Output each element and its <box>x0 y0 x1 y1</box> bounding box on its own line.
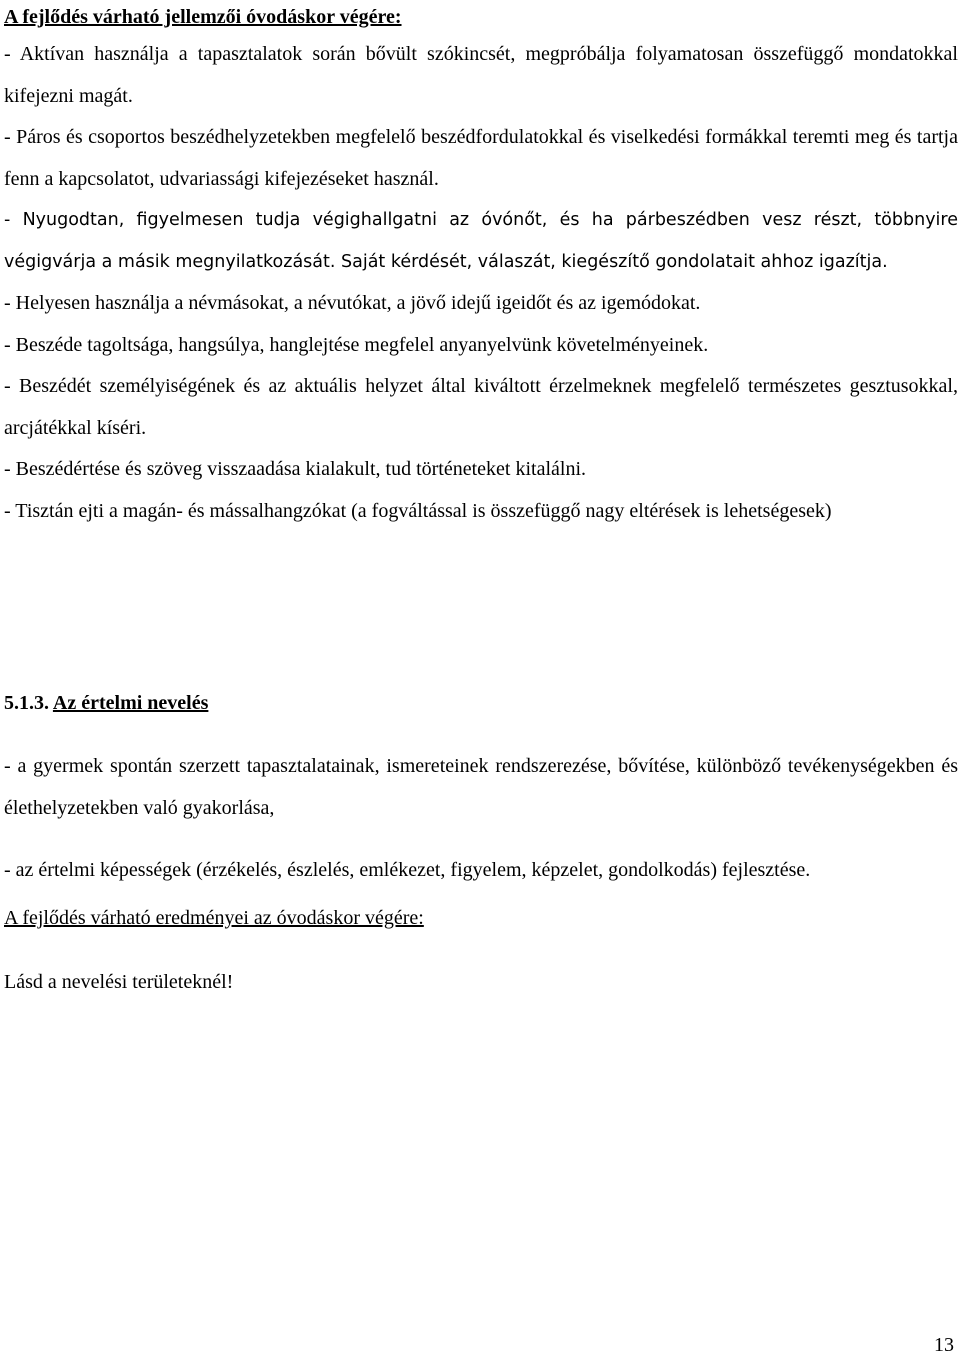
list-item: - a gyermek spontán szerzett tapasztalatainak, ismereteinek rendszerezése, bővítése, különböző tevékenységekben és élethelyzetekben való gyakorlása, <box>4 755 958 819</box>
closing-text: Lásd a nevelési területeknél! <box>4 971 234 993</box>
list-item: - az értelmi képességek (érzékelés, észlelés, emlékezet, figyelem, képzelet, gondolkodás) fejlesztése. <box>4 859 811 881</box>
section-body <box>4 745 958 995</box>
section-title-text: Az értelmi nevelés <box>52 692 209 714</box>
list-item: - Beszédét személyiségének és az aktuális helyzet által kiváltott érzelmeknek megfelelő természetes gesztusokkal, arcjátékkal kíséri. <box>4 375 958 439</box>
document-page <box>4 0 958 1356</box>
list-item: - Beszéde tagoltsága, hangsúlya, hanglejtése megfelel anyanyelvünk követelményeinek. <box>4 333 709 356</box>
section-number: 5.1.3. <box>4 692 49 714</box>
list-item: - Beszédértése és szöveg visszaadása kialakult, tud történeteket kitalálni. <box>4 458 587 480</box>
list-item: - Páros és csoportos beszédhelyzetekben megfelelő beszédfordulatokkal és viselkedési formákkal teremti meg és tartja fenn a kapcsolatot, udvariassági kifejezéseket használ. <box>4 126 958 190</box>
list-item: - Nyugodtan, figyelmesen tudja végighallgatni az óvónőt, és ha párbeszédben vesz részt, többnyire végigvárja a másik megnyilatkozását. Saját kérdését, válaszát, kiegészítő gondolatait ahhoz igazítja. <box>4 210 958 272</box>
list-item: - Tisztán ejti a magán- és mássalhangzókat (a fogváltással is összefüggő nagy eltérések is lehetségesek) <box>4 499 832 522</box>
section-heading: A fejlődés várható jellemzői óvodáskor végére: <box>4 6 402 28</box>
results-heading: A fejlődés várható eredményei az óvodáskor végére: <box>4 907 424 929</box>
list-item: - Aktívan használja a tapasztalatok során bővült szókincsét, megpróbálja folyamatosan összefüggő mondatokkal kifejezni magát. <box>4 43 958 107</box>
page-number: 13 <box>934 1334 954 1356</box>
section-title <box>4 690 208 716</box>
list-item: - Helyesen használja a névmásokat, a névutókat, a jövő idejű igeidőt és az igemódokat. <box>4 292 701 314</box>
